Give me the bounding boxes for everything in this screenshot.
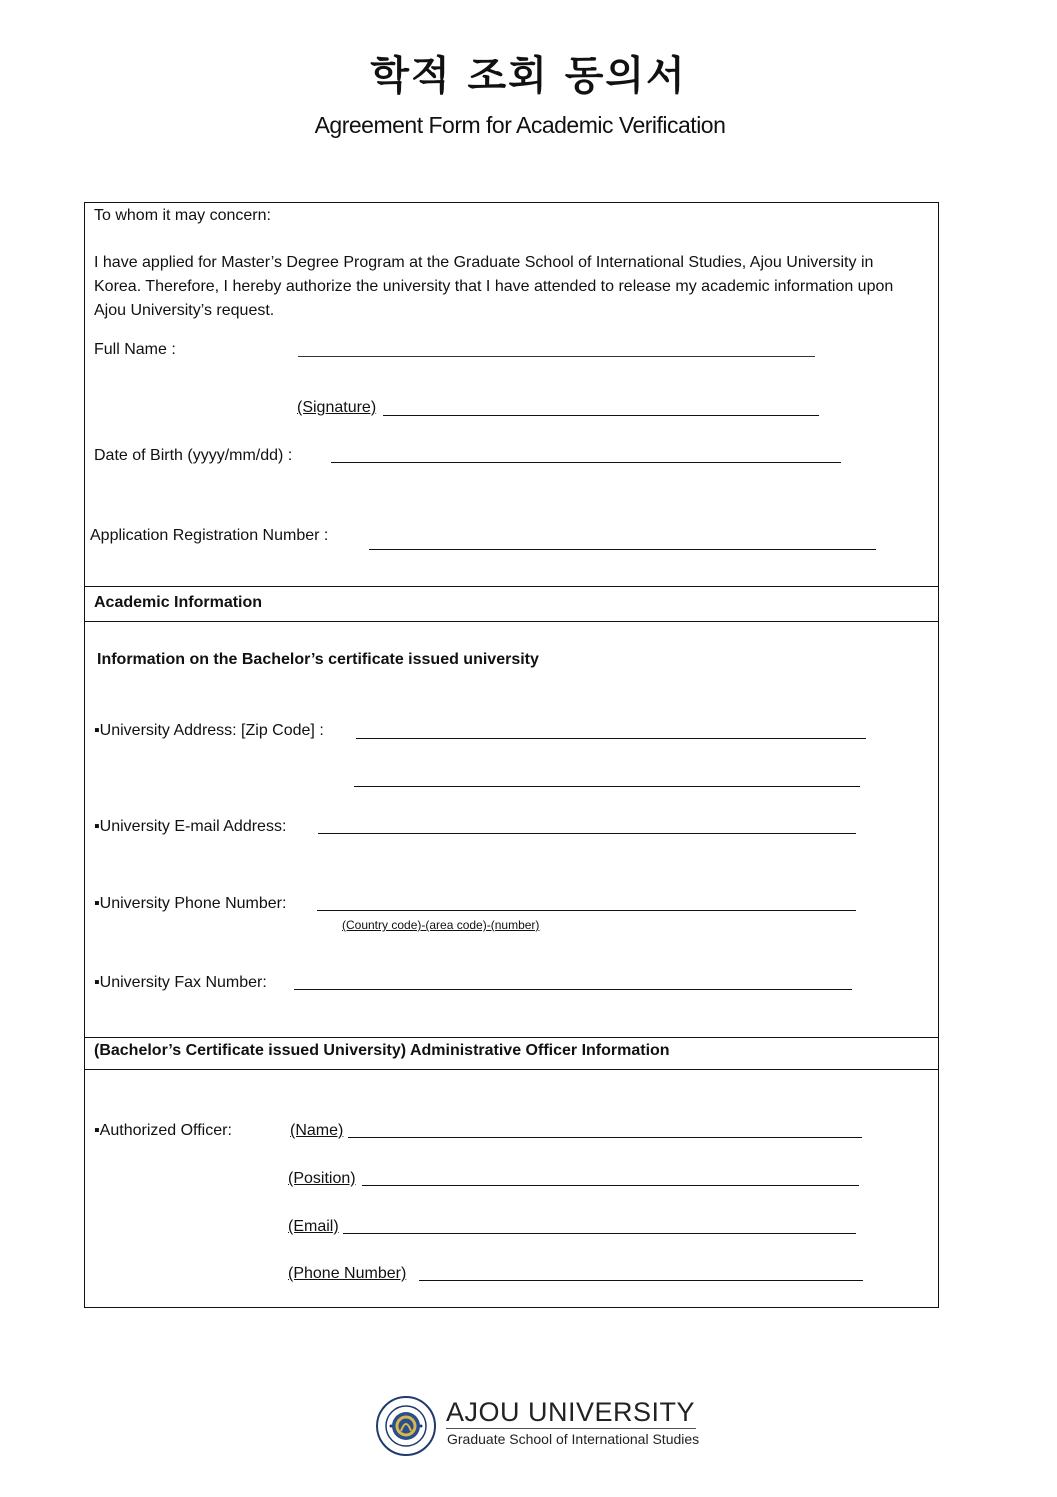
- phone-format-hint: (Country code)-(area code)-(number): [342, 918, 540, 932]
- officer-position-field[interactable]: [362, 1185, 859, 1186]
- bachelor-info-subtitle: Information on the Bachelor’s certificate issued university: [97, 651, 539, 668]
- officer-name-label: (Name): [290, 1122, 344, 1139]
- officer-name-field[interactable]: [348, 1137, 862, 1138]
- registration-number-field[interactable]: [369, 549, 876, 550]
- date-of-birth-field[interactable]: [331, 462, 841, 463]
- full-name-field[interactable]: [298, 356, 815, 357]
- section-divider: [84, 1037, 939, 1038]
- officer-phone-label: (Phone Number): [288, 1265, 407, 1282]
- signature-field[interactable]: [383, 415, 819, 416]
- university-name: AJOU UNIVERSITY: [446, 1397, 696, 1427]
- registration-number-label: Application Registration Number :: [90, 527, 329, 544]
- officer-email-label: (Email): [288, 1218, 339, 1235]
- school-name: Graduate School of International Studies: [447, 1431, 700, 1447]
- university-email-field[interactable]: [318, 833, 856, 834]
- university-fax-field[interactable]: [294, 989, 852, 990]
- officer-email-field[interactable]: [343, 1233, 856, 1234]
- academic-info-heading: Academic Information: [94, 594, 263, 611]
- date-of-birth-label: Date of Birth (yyyy/mm/dd) :: [94, 447, 293, 464]
- officer-phone-field[interactable]: [419, 1280, 863, 1281]
- university-phone-field[interactable]: [317, 910, 856, 911]
- section-divider: [84, 621, 939, 622]
- ajou-university-emblem-icon: [375, 1395, 437, 1457]
- logo-divider: [446, 1428, 696, 1429]
- page-title-english: Agreement Form for Academic Verification: [314, 112, 726, 138]
- section-divider: [84, 1069, 939, 1070]
- full-name-label: Full Name :: [94, 341, 176, 358]
- university-address-label: ▪University Address: [Zip Code] :: [94, 722, 324, 739]
- university-email-label: ▪University E-mail Address:: [94, 818, 287, 835]
- authorization-paragraph: I have applied for Master’s Degree Program at the Graduate School of International Studies, Ajou University in Korea. Therefore, I hereby authorize the university that I have attended to release my academic information upon Ajou University’s request.: [94, 254, 894, 319]
- section-divider: [84, 586, 939, 587]
- university-address-field-line2[interactable]: [354, 786, 860, 787]
- authorized-officer-label: ▪Authorized Officer:: [94, 1122, 232, 1139]
- officer-info-heading: (Bachelor’s Certificate issued University) Administrative Officer Information: [94, 1042, 670, 1059]
- university-phone-label: ▪University Phone Number:: [94, 895, 287, 912]
- page-title-korean: 학적 조회 동의서: [370, 53, 687, 99]
- signature-label: (Signature): [297, 399, 377, 416]
- salutation: To whom it may concern:: [94, 207, 271, 224]
- university-address-field[interactable]: [356, 738, 866, 739]
- officer-position-label: (Position): [288, 1170, 356, 1187]
- university-fax-label: ▪University Fax Number:: [94, 974, 267, 991]
